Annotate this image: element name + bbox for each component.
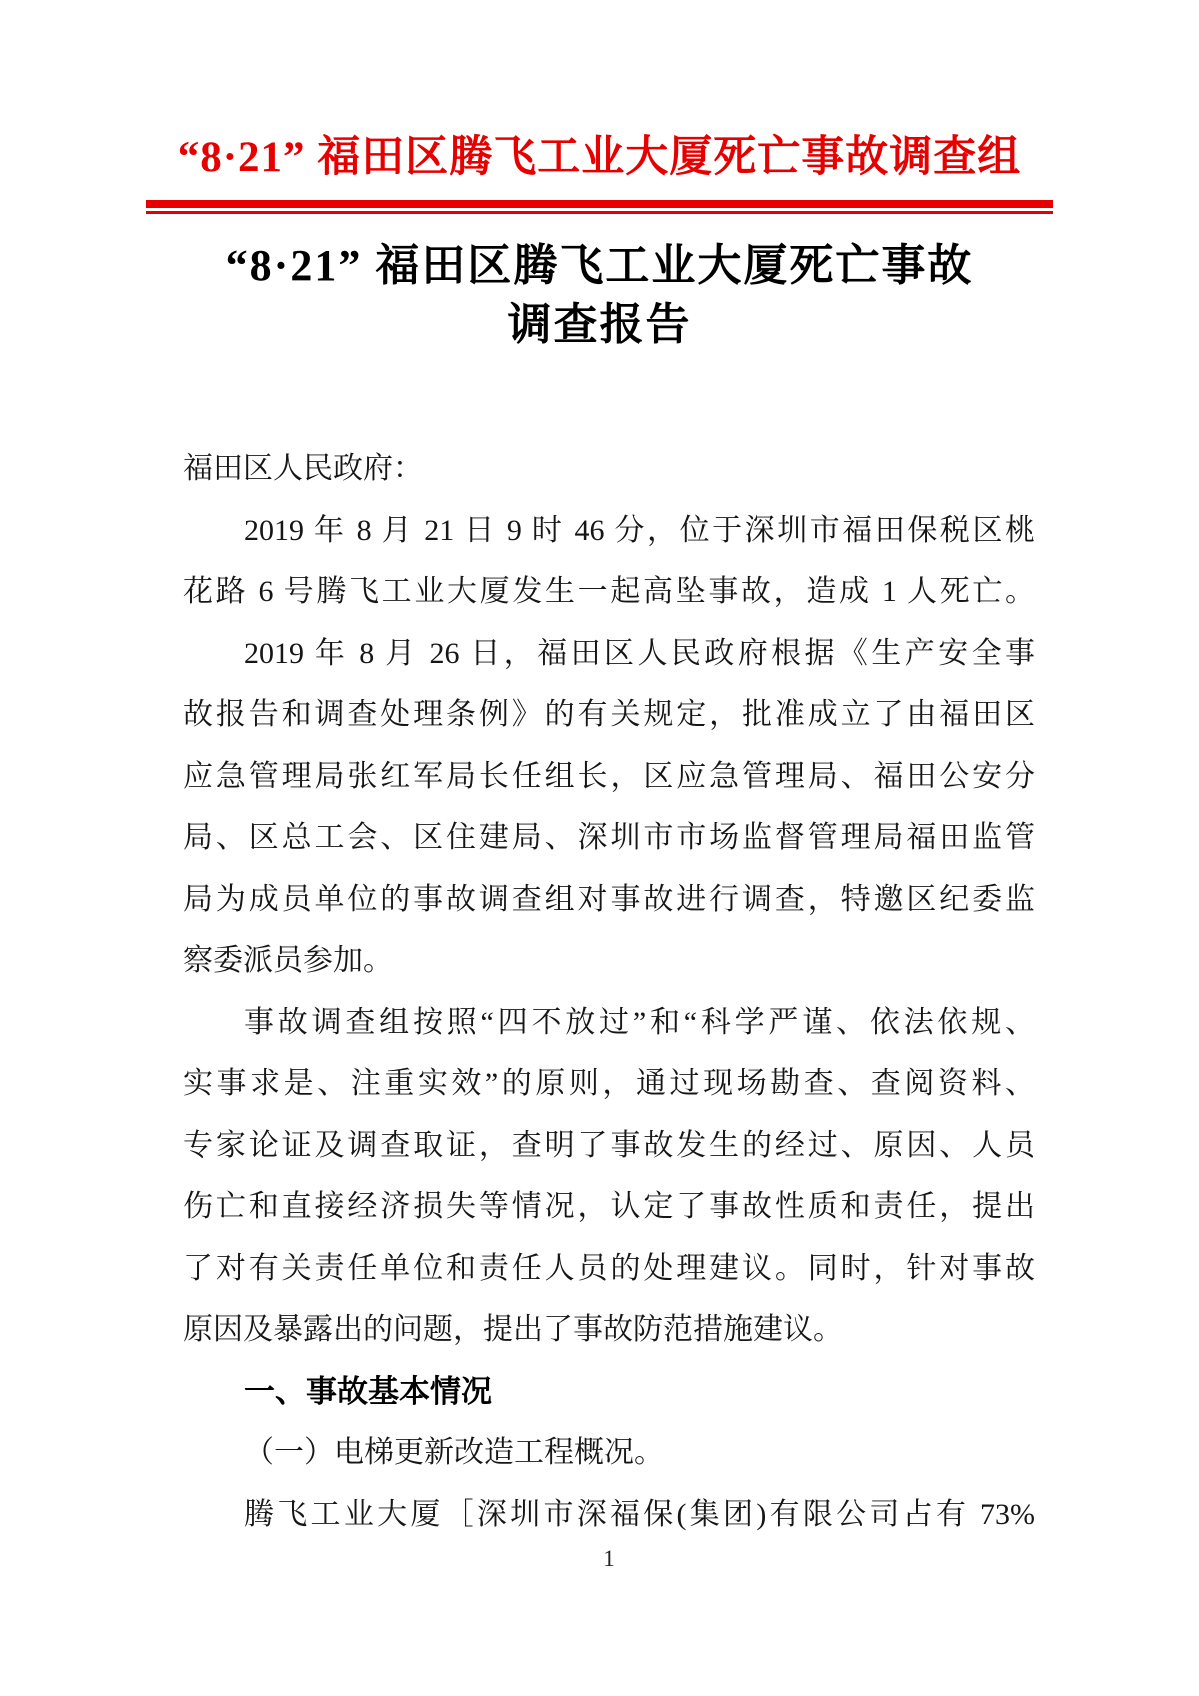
section-heading: 一、事故基本情况 xyxy=(244,1373,492,1409)
document-title-line2: 调查报告 xyxy=(507,300,692,350)
body-line: 事故调查组按照“四不放过”和“科学严谨、依法依规、 xyxy=(244,1005,1035,1039)
body-line: 局、区总工会、区住建局、深圳市市场监督管理局福田监管 xyxy=(183,821,1035,855)
body-line: 伤亡和直接经济损失等情况，认定了事故性质和责任，提出 xyxy=(183,1190,1035,1224)
body-line: 实事求是、注重实效”的原则，通过现场勘查、查阅资料、 xyxy=(183,1067,1035,1101)
page-footer xyxy=(183,1546,1035,1572)
body-line: 应急管理局张红军局长任组长，区应急管理局、福田公安分 xyxy=(183,759,1035,793)
letterhead xyxy=(0,0,1199,214)
letterhead-double-rule xyxy=(146,200,1053,214)
letterhead-title: “8·21” 福田区腾飞工业大厦死亡事故调查组 xyxy=(177,134,1022,181)
salutation-line: 福田区人民政府： xyxy=(183,452,423,486)
body-line: 2019 年 8 月 26 日，福田区人民政府根据《生产安全事 xyxy=(244,636,1035,670)
body-line: 察委派员参加。 xyxy=(183,944,393,978)
body-line: 腾飞工业大厦［深圳市深福保(集团)有限公司占有 73% xyxy=(244,1497,1035,1531)
document-title xyxy=(0,236,1199,354)
body-line: 局为成员单位的事故调查组对事故进行调查，特邀区纪委监 xyxy=(183,882,1035,916)
page-number: 1 xyxy=(603,1546,615,1572)
report-body xyxy=(183,438,1035,1545)
body-line: 花路 6 号腾飞工业大厦发生一起高坠事故，造成 1 人死亡。 xyxy=(183,575,1035,609)
body-line: 了对有关责任单位和责任人员的处理建议。同时，针对事故 xyxy=(183,1251,1035,1285)
body-line: 2019 年 8 月 21 日 9 时 46 分，位于深圳市福田保税区桃 xyxy=(244,513,1035,547)
body-line: 故报告和调查处理条例》的有关规定，批准成立了由福田区 xyxy=(183,698,1035,732)
subsection-heading: （一）电梯更新改造工程概况。 xyxy=(244,1436,664,1470)
body-line: 专家论证及调查取证，查明了事故发生的经过、原因、人员 xyxy=(183,1128,1035,1162)
document-title-line1: “8·21” 福田区腾飞工业大厦死亡事故 xyxy=(225,241,974,291)
body-line: 原因及暴露出的问题，提出了事故防范措施建议。 xyxy=(183,1313,843,1347)
